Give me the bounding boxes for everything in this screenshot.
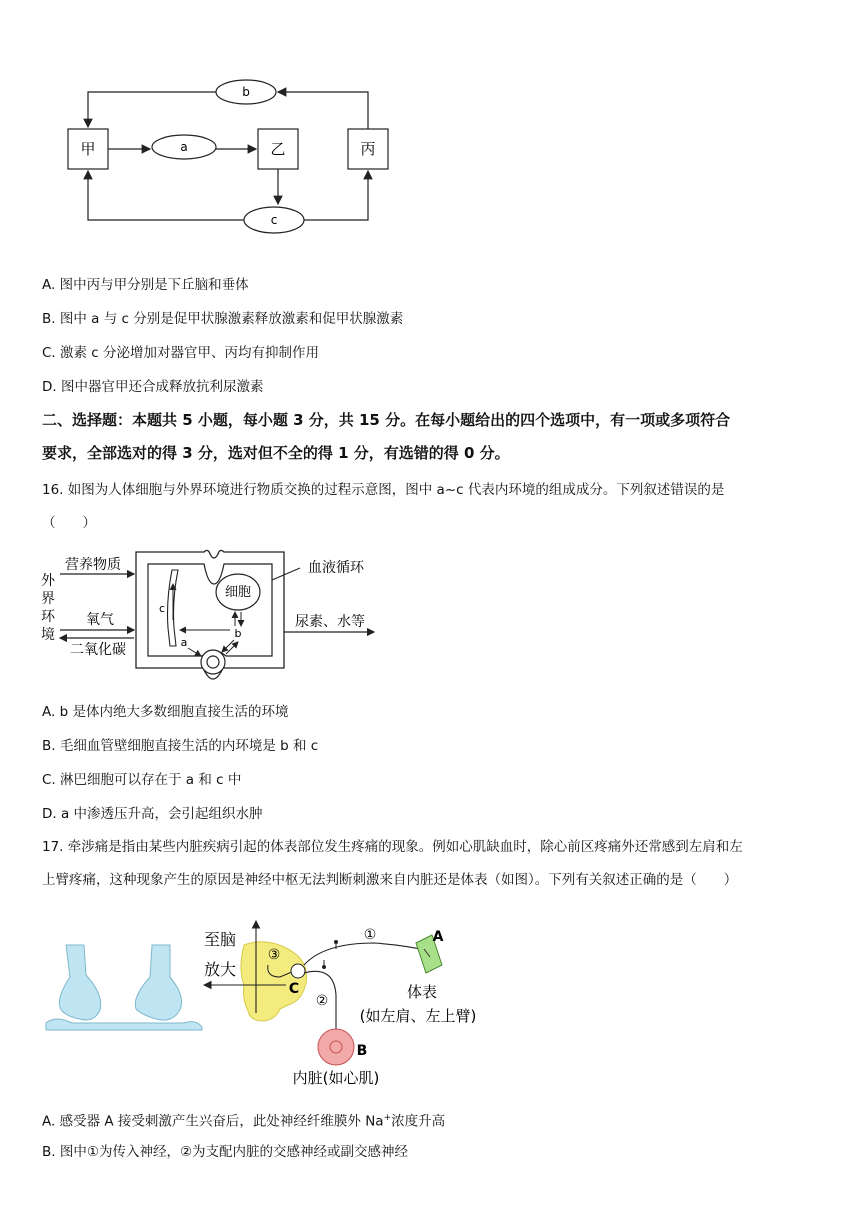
neuron-c (291, 964, 305, 978)
oxygen-label: 氧气 (86, 612, 114, 628)
circle2-label: ② (315, 993, 329, 1009)
ellipse-c-label: c (270, 213, 278, 227)
q17-stem-line1: 17. 牵涉痛是指由某些内脏疾病引起的体表部位发生疼痛的现象。例如心肌缺血时，除心前区疼痛外还常感到左肩和左 (42, 839, 743, 855)
q17-option-a-sup: + (383, 1113, 392, 1123)
label-C: C (288, 981, 300, 997)
ellipse-a-label: a (180, 140, 188, 154)
outer-env-char-1: 外 (41, 573, 55, 589)
referred-pain-diagram (44, 915, 504, 1090)
label-b: b (234, 627, 242, 640)
co2-label: 二氧化碳 (70, 642, 126, 658)
q15-option-a[interactable]: A. 图中丙与甲分别是下丘脑和垂体 (42, 277, 249, 293)
q15-option-d[interactable]: D. 图中器官甲还合成释放抗利尿激素 (42, 379, 264, 395)
blood-circ-label: 血液循环 (308, 560, 364, 576)
cell-label: 细胞 (224, 585, 252, 600)
q17-option-a[interactable] (42, 1109, 445, 1131)
synapse-knob-right (135, 945, 181, 1020)
arrow-c-jia (88, 171, 244, 220)
q17-stem-line2: 上臂疼痛，这种现象产生的原因是神经中枢无法判断刺激来自内脏还是体表（如图）。下列有关叙述正确的是（ ） (42, 872, 738, 888)
circle3-label: ③ (267, 947, 281, 963)
nutrients-label: 营养物质 (65, 557, 121, 573)
outer-env-char-3: 环 (41, 609, 55, 625)
outer-env-char-4: 境 (41, 627, 55, 643)
q15-option-b[interactable]: B. 图中 a 与 c 分别是促甲状腺激素释放激素和促甲状腺激素 (42, 311, 404, 327)
viscera-label: 内脏(如心肌) (292, 1069, 380, 1087)
section-heading-line1: 二、选择题：本题共 5 小题，每小题 3 分，共 15 分。在每小题给出的四个选项中，有一项或多项符合 (42, 411, 731, 429)
internal-environment-diagram (38, 540, 398, 685)
q16-stem-line1: 16. 如图为人体细胞与外界环境进行物质交换的过程示意图，图中 a~c 代表内环境的组成成分。下列叙述错误的是 (42, 482, 725, 498)
synapse-postsynaptic (46, 1019, 202, 1030)
q15-option-c[interactable]: C. 激素 c 分泌增加对器官甲、丙均有抑制作用 (42, 345, 320, 361)
ellipse-b-label: b (242, 85, 250, 99)
label-B: B (356, 1043, 368, 1059)
to-brain-label: 至脑 (203, 930, 237, 949)
q16-stem-line2: （ ） (42, 515, 96, 531)
box-yi-label: 乙 (270, 140, 286, 158)
urea-label: 尿素、水等 (295, 614, 365, 630)
q16-option-b[interactable]: B. 毛细血管壁细胞直接生活的内环境是 b 和 c (42, 738, 319, 754)
q17-option-a-text-post: 浓度升高 (391, 1113, 446, 1130)
arrow-b-jia (88, 92, 216, 127)
box-bing-label: 丙 (360, 140, 376, 158)
synapse-knob-left (59, 945, 100, 1020)
body-surface-ex-label: (如左肩、左上臂) (359, 1007, 477, 1025)
label-c: c (158, 602, 166, 615)
arrow-c-bing (304, 171, 368, 220)
label-a: a (180, 636, 188, 649)
nerve-1 (304, 943, 430, 965)
blood-vessel-lumen (207, 656, 219, 668)
q16-option-d[interactable]: D. a 中渗透压升高，会引起组织水肿 (42, 806, 263, 822)
hormone-diagram (60, 72, 400, 242)
box-jia-label: 甲 (80, 140, 96, 158)
section-heading-line2: 要求，全部选对的得 3 分，选对但不全的得 1 分，有选错的得 0 分。 (42, 444, 510, 462)
outer-env-char-2: 界 (41, 591, 55, 607)
circle1-label: ① (363, 927, 377, 943)
q17-option-a-text-pre: A. 感受器 A 接受刺激产生兴奋后，此处神经纤维膜外 Na (42, 1113, 384, 1130)
label-A: A (432, 929, 444, 945)
amplify-label: 放大 (203, 960, 237, 979)
arrow-bing-b (278, 92, 368, 129)
viscera-b-inner (330, 1041, 342, 1053)
body-surface-label: 体表 (406, 983, 438, 1001)
q17-option-b[interactable]: B. 图中①为传入神经，②为支配内脏的交感神经或副交感神经 (42, 1144, 409, 1160)
q16-option-a[interactable]: A. b 是体内绝大多数细胞直接生活的环境 (42, 704, 289, 720)
q16-option-c[interactable]: C. 淋巴细胞可以存在于 a 和 c 中 (42, 772, 242, 788)
